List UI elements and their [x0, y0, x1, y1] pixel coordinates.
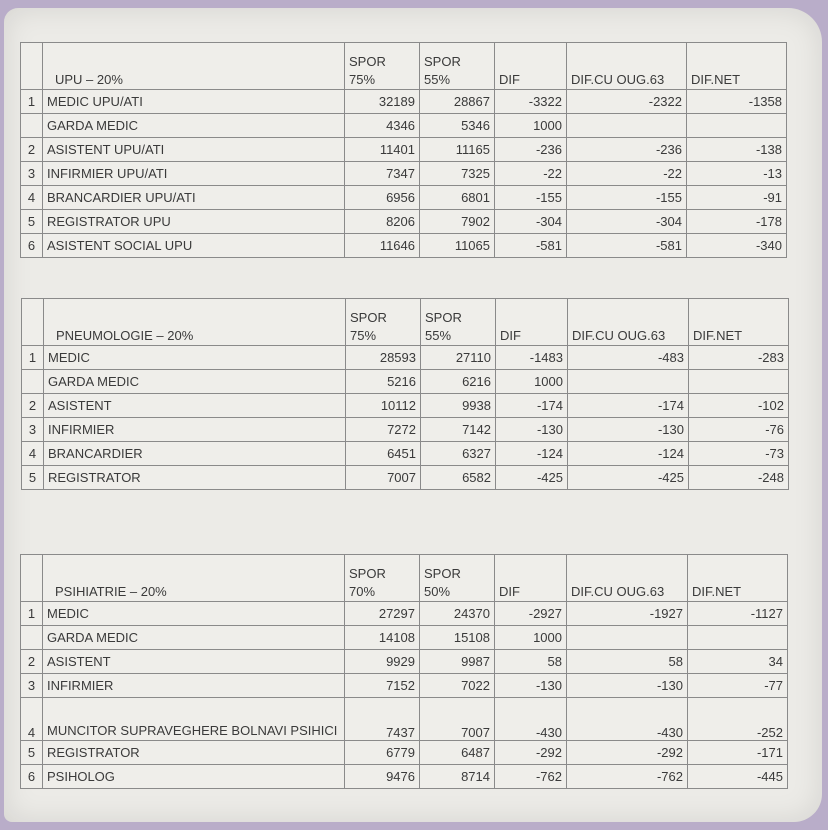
cell-net: -1358	[687, 90, 787, 114]
table-row	[22, 394, 789, 418]
cell-dif: -124	[496, 442, 568, 466]
row-index: 1	[21, 90, 43, 114]
row-label: REGISTRATOR UPU	[43, 210, 345, 234]
cell-net: -73	[689, 442, 789, 466]
row-index: 3	[21, 162, 43, 186]
cell-a: 6956	[345, 186, 420, 210]
row-index: 4	[21, 186, 43, 210]
table-title: UPU – 20%	[43, 43, 345, 90]
column-header: DIF.CU OUG.63	[567, 555, 688, 602]
cell-a: 10112	[346, 394, 421, 418]
column-header: SPOR 55%	[421, 299, 496, 346]
cell-a: 9929	[345, 650, 420, 674]
row-label: BRANCARDIER UPU/ATI	[43, 186, 345, 210]
column-header: SPOR 75%	[345, 43, 420, 90]
cell-a: 6451	[346, 442, 421, 466]
cell-oug: -430	[567, 698, 688, 741]
cell-b: 11065	[420, 234, 495, 258]
cell-dif: -130	[496, 418, 568, 442]
table-row	[22, 466, 789, 490]
row-label: MEDIC	[44, 346, 346, 370]
cell-oug: -155	[567, 186, 687, 210]
cell-net: -252	[688, 698, 788, 741]
cell-dif: -581	[495, 234, 567, 258]
cell-a: 7272	[346, 418, 421, 442]
column-header: SPOR 55%	[420, 43, 495, 90]
cell-dif: -430	[495, 698, 567, 741]
cell-dif: -3322	[495, 90, 567, 114]
table-row	[22, 346, 789, 370]
row-index: 1	[21, 602, 43, 626]
cell-b: 9938	[421, 394, 496, 418]
column-header: SPOR 50%	[420, 555, 495, 602]
table-row	[21, 210, 787, 234]
cell-net: -138	[687, 138, 787, 162]
row-index	[22, 370, 44, 394]
cell-net: 34	[688, 650, 788, 674]
cell-net: -283	[689, 346, 789, 370]
row-index: 2	[22, 394, 44, 418]
row-label: REGISTRATOR	[43, 741, 345, 765]
cell-dif: 58	[495, 650, 567, 674]
column-header: DIF.NET	[689, 299, 789, 346]
cell-dif: -174	[496, 394, 568, 418]
cell-net: -445	[688, 765, 788, 789]
cell-net: -76	[689, 418, 789, 442]
cell-a: 5216	[346, 370, 421, 394]
column-header: DIF.NET	[688, 555, 788, 602]
cell-dif: -292	[495, 741, 567, 765]
cell-dif: -2927	[495, 602, 567, 626]
cell-oug: -483	[568, 346, 689, 370]
cell-a: 27297	[345, 602, 420, 626]
table-row	[21, 765, 788, 789]
cell-oug: -130	[567, 674, 688, 698]
row-label: ASISTENT	[43, 650, 345, 674]
cell-b: 6487	[420, 741, 495, 765]
table-title: PNEUMOLOGIE – 20%	[44, 299, 346, 346]
column-header: DIF	[495, 43, 567, 90]
cell-oug: 58	[567, 650, 688, 674]
header-row	[21, 43, 787, 90]
cell-net: -178	[687, 210, 787, 234]
psihiatrie-table	[20, 554, 788, 789]
cell-b: 28867	[420, 90, 495, 114]
cell-dif: -155	[495, 186, 567, 210]
row-index: 6	[21, 234, 43, 258]
cell-a: 9476	[345, 765, 420, 789]
cell-net: -340	[687, 234, 787, 258]
row-label: ASISTENT SOCIAL UPU	[43, 234, 345, 258]
table-row	[21, 90, 787, 114]
cell-b: 6582	[421, 466, 496, 490]
cell-dif: 1000	[495, 114, 567, 138]
cell-b: 7022	[420, 674, 495, 698]
row-index	[21, 114, 43, 138]
cell-oug	[567, 114, 687, 138]
cell-dif: -304	[495, 210, 567, 234]
row-index: 3	[22, 418, 44, 442]
cell-a: 7007	[346, 466, 421, 490]
cell-net: -91	[687, 186, 787, 210]
cell-a: 7347	[345, 162, 420, 186]
cell-oug: -762	[567, 765, 688, 789]
cell-a: 8206	[345, 210, 420, 234]
cell-oug: -304	[567, 210, 687, 234]
cell-a: 14108	[345, 626, 420, 650]
cell-dif: -762	[495, 765, 567, 789]
row-label: INFIRMIER UPU/ATI	[43, 162, 345, 186]
upu-table	[20, 42, 787, 258]
cell-b: 6801	[420, 186, 495, 210]
cell-b: 9987	[420, 650, 495, 674]
cell-a: 11646	[345, 234, 420, 258]
paper-sheet	[4, 8, 822, 822]
table-row	[21, 602, 788, 626]
cell-a: 7437	[345, 698, 420, 741]
cell-dif: -236	[495, 138, 567, 162]
table-row	[22, 370, 789, 394]
column-header: DIF.CU OUG.63	[567, 43, 687, 90]
cell-a: 6779	[345, 741, 420, 765]
row-label: MEDIC UPU/ATI	[43, 90, 345, 114]
table-row	[21, 138, 787, 162]
column-header: DIF	[495, 555, 567, 602]
row-label: GARDA MEDIC	[43, 626, 345, 650]
cell-a: 11401	[345, 138, 420, 162]
row-label: ASISTENT UPU/ATI	[43, 138, 345, 162]
table-row	[21, 114, 787, 138]
row-label: PSIHOLOG	[43, 765, 345, 789]
cell-a: 32189	[345, 90, 420, 114]
row-index: 1	[22, 346, 44, 370]
cell-oug: -581	[567, 234, 687, 258]
table-row	[22, 442, 789, 466]
header-index-cell	[21, 555, 43, 602]
cell-a: 7152	[345, 674, 420, 698]
row-index: 2	[21, 650, 43, 674]
cell-dif: -1483	[496, 346, 568, 370]
cell-dif: 1000	[496, 370, 568, 394]
cell-oug: -2322	[567, 90, 687, 114]
cell-net: -248	[689, 466, 789, 490]
row-index: 6	[21, 765, 43, 789]
cell-oug: -425	[568, 466, 689, 490]
row-label: GARDA MEDIC	[44, 370, 346, 394]
row-index: 5	[21, 741, 43, 765]
table-row	[21, 186, 787, 210]
table-row	[21, 674, 788, 698]
row-label: BRANCARDIER	[44, 442, 346, 466]
cell-oug: -22	[567, 162, 687, 186]
cell-oug: -292	[567, 741, 688, 765]
row-label: ASISTENT	[44, 394, 346, 418]
cell-b: 7902	[420, 210, 495, 234]
header-index-cell	[22, 299, 44, 346]
header-index-cell	[21, 43, 43, 90]
row-index: 3	[21, 674, 43, 698]
cell-oug	[567, 626, 688, 650]
table-row	[21, 234, 787, 258]
cell-b: 24370	[420, 602, 495, 626]
column-header: DIF	[496, 299, 568, 346]
table-row	[21, 626, 788, 650]
table-row	[21, 698, 788, 741]
cell-b: 11165	[420, 138, 495, 162]
cell-oug: -236	[567, 138, 687, 162]
row-label: REGISTRATOR	[44, 466, 346, 490]
table-row	[22, 418, 789, 442]
cell-dif: 1000	[495, 626, 567, 650]
cell-b: 8714	[420, 765, 495, 789]
cell-dif: -425	[496, 466, 568, 490]
cell-b: 6216	[421, 370, 496, 394]
cell-a: 4346	[345, 114, 420, 138]
cell-oug: -1927	[567, 602, 688, 626]
column-header: DIF.NET	[687, 43, 787, 90]
row-label: INFIRMIER	[43, 674, 345, 698]
pneumologie-table	[21, 298, 789, 490]
table-row	[21, 741, 788, 765]
cell-a: 28593	[346, 346, 421, 370]
cell-dif: -130	[495, 674, 567, 698]
row-index	[21, 626, 43, 650]
cell-b: 15108	[420, 626, 495, 650]
cell-oug: -124	[568, 442, 689, 466]
column-header: SPOR 70%	[345, 555, 420, 602]
row-index: 5	[21, 210, 43, 234]
row-index: 5	[22, 466, 44, 490]
header-row	[21, 555, 788, 602]
row-label: INFIRMIER	[44, 418, 346, 442]
cell-oug: -174	[568, 394, 689, 418]
cell-b: 7007	[420, 698, 495, 741]
column-header: SPOR 75%	[346, 299, 421, 346]
cell-net	[687, 114, 787, 138]
cell-net: -102	[689, 394, 789, 418]
cell-net: -77	[688, 674, 788, 698]
cell-net	[689, 370, 789, 394]
row-index: 4	[22, 442, 44, 466]
row-index: 4	[21, 698, 43, 741]
cell-b: 7325	[420, 162, 495, 186]
cell-oug	[568, 370, 689, 394]
row-label: MUNCITOR SUPRAVEGHERE BOLNAVI PSIHICI	[43, 698, 345, 741]
cell-b: 7142	[421, 418, 496, 442]
table-row	[21, 650, 788, 674]
header-row	[22, 299, 789, 346]
cell-net: -171	[688, 741, 788, 765]
cell-net: -13	[687, 162, 787, 186]
cell-net: -1127	[688, 602, 788, 626]
table-title: PSIHIATRIE – 20%	[43, 555, 345, 602]
cell-dif: -22	[495, 162, 567, 186]
row-label: MEDIC	[43, 602, 345, 626]
row-label: GARDA MEDIC	[43, 114, 345, 138]
cell-b: 6327	[421, 442, 496, 466]
row-index: 2	[21, 138, 43, 162]
table-row	[21, 162, 787, 186]
cell-net	[688, 626, 788, 650]
cell-oug: -130	[568, 418, 689, 442]
column-header: DIF.CU OUG.63	[568, 299, 689, 346]
cell-b: 27110	[421, 346, 496, 370]
cell-b: 5346	[420, 114, 495, 138]
